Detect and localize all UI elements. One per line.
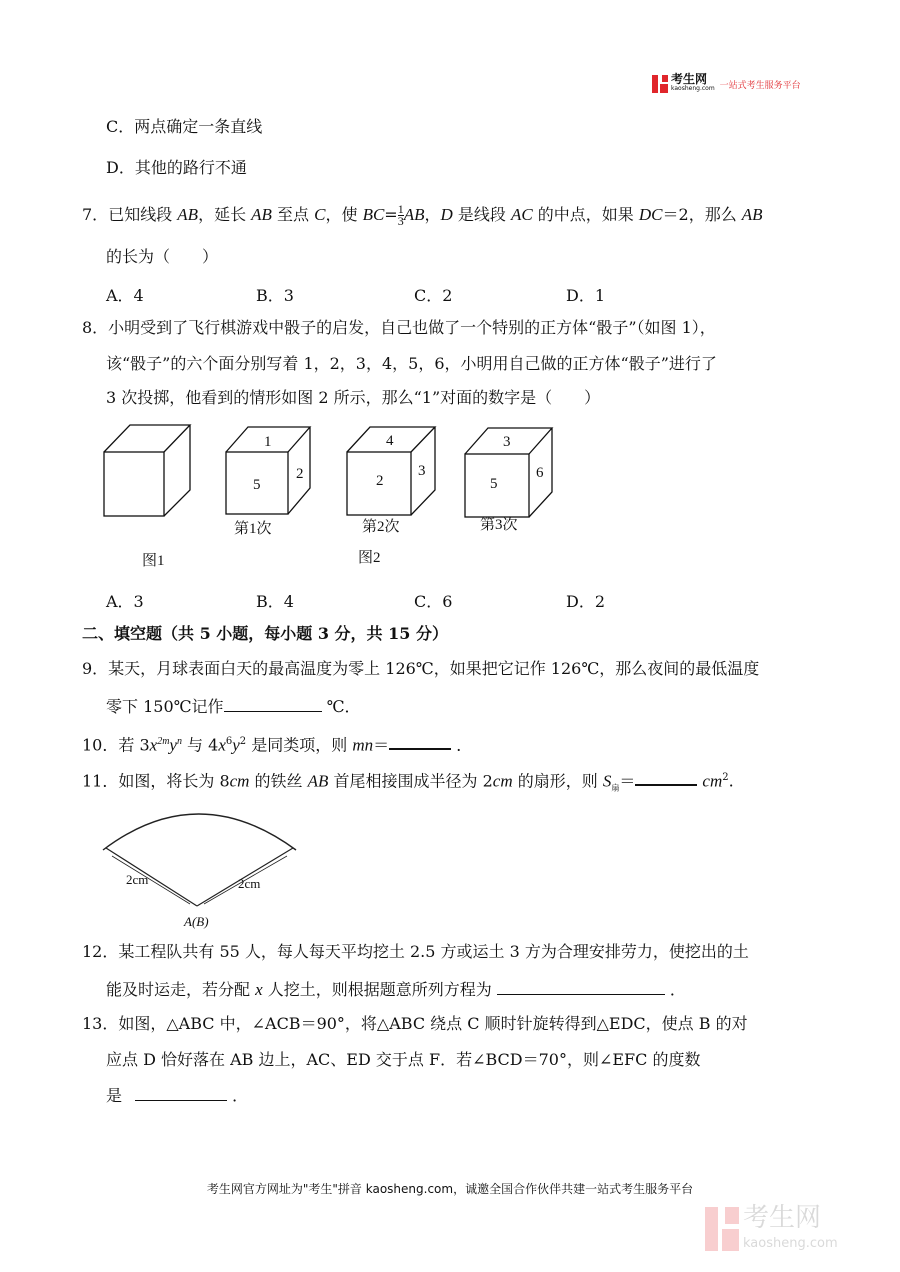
math: AB — [741, 205, 763, 224]
fig2-caption: 图2 — [358, 550, 381, 566]
kaosheng-watermark-icon — [705, 1207, 739, 1251]
text: 是同类项，则 — [246, 735, 353, 755]
text: ，使 — [325, 205, 363, 224]
text: 10．若 3 — [82, 735, 150, 755]
cube1-side: 2 — [296, 466, 304, 482]
text: = — [384, 205, 398, 224]
cube3-front: 5 — [490, 476, 498, 492]
exponent: 6 — [225, 736, 233, 747]
math: cm — [702, 771, 723, 791]
q7-option-d: D．1 — [566, 286, 606, 305]
watermark-brand: 考生网 — [743, 1203, 822, 1233]
text: 首尾相接围成半径为 2 — [328, 771, 493, 791]
q7-option-c: C．2 — [414, 286, 453, 305]
text: 人挖土，则根据题意所列方程为 — [262, 980, 497, 999]
answer-blank[interactable] — [635, 768, 697, 786]
math: AB — [403, 205, 425, 224]
text: 是线段 — [452, 205, 511, 224]
cube3-side: 6 — [536, 465, 544, 481]
text: 是 — [106, 1086, 128, 1105]
fig1-caption: 图1 — [142, 553, 165, 569]
kaosheng-logo-icon — [652, 75, 668, 93]
cube2-side: 3 — [418, 463, 426, 479]
radius-label-left: 2cm — [126, 872, 149, 887]
exponent: 2 — [239, 736, 247, 747]
watermark — [705, 1203, 838, 1255]
math: DC — [638, 205, 663, 224]
cube3-top: 3 — [503, 434, 511, 450]
text: ． — [227, 1086, 249, 1105]
math: cm — [492, 771, 513, 791]
denominator: 3 — [397, 214, 404, 228]
q10-stem — [82, 732, 472, 755]
text: 11．如图，将长为 8 — [82, 771, 230, 791]
section-heading: 二、填空题（共 5 小题，每小题 3 分，共 15 分） — [82, 624, 448, 643]
math: x — [149, 735, 158, 755]
brand-name: 考生网 — [671, 72, 708, 86]
q7-number: 7． — [82, 205, 109, 224]
q9-stem-line1: 9．某天，月球表面白天的最高温度为零上 126℃，如果把它记作 126℃，那么夜间的最低温度 — [82, 659, 760, 678]
q8-stem-line2: 该“骰子”的六个面分别写着 1，2，3，4，5，6，小明用自己做的正方体“骰子”进行了 — [106, 354, 717, 373]
subscript: 扇 — [611, 783, 620, 793]
q8-option-d: D．2 — [566, 592, 606, 611]
q7-option-b: B．3 — [256, 286, 294, 305]
text: 的中点，如果 — [532, 205, 639, 224]
q6-option-d: D．其他的路行不通 — [106, 158, 247, 177]
q7-stem-line2: 的长为（ ） — [106, 247, 219, 266]
q8-option-b: B．4 — [256, 592, 294, 611]
header-logo — [652, 74, 801, 94]
exponent: n — [176, 736, 182, 747]
q13-stem-line1: 13．如图，△ABC 中，∠ACB＝90°，将△ABC 绕点 C 顺时针旋转得到△EDC，使点 B 的对 — [82, 1014, 748, 1033]
q8-stem-line3: 3 次投掷，他看到的情形如图 2 所示，那么“1”对面的数字是（ ） — [106, 388, 601, 407]
cube1-top: 1 — [264, 434, 272, 450]
watermark-domain: kaosheng.com — [743, 1236, 838, 1251]
q12-stem-line2 — [106, 978, 686, 1000]
sector-figure — [98, 800, 308, 935]
math: y — [169, 735, 177, 755]
text: 的扇形，则 — [512, 771, 603, 791]
answer-blank[interactable] — [497, 978, 665, 995]
cube2-label: 第2次 — [362, 519, 400, 535]
exponent: 2m — [157, 736, 170, 747]
sector-arc — [103, 814, 296, 850]
q8-option-c: C．6 — [414, 592, 453, 611]
math: cm — [229, 771, 250, 791]
math: AB — [307, 771, 329, 791]
cube-fig1 — [104, 425, 190, 516]
cube2-front: 2 — [376, 473, 384, 489]
q13-stem-line2: 应点 D 恰好落在 AB 边上，AC、ED 交于点 F．若∠BCD＝70°，则∠EFC 的度数 — [106, 1050, 701, 1069]
q8-stem-line1: 8．小明受到了飞行棋游戏中骰子的启发，自己也做了一个特别的正方体“骰子”（如图 1）， — [82, 318, 716, 337]
answer-blank[interactable] — [389, 732, 451, 750]
numerator: 1 — [397, 202, 404, 216]
answer-blank[interactable] — [224, 695, 322, 712]
math: mn — [352, 735, 374, 755]
point-label: A(B) — [184, 914, 209, 929]
q8-option-a: A．3 — [106, 592, 144, 611]
text: 零下 150℃记作 — [106, 697, 224, 716]
brand-domain: kaosheng.com — [671, 85, 715, 92]
math: S — [602, 771, 612, 791]
cube2-top: 4 — [386, 433, 394, 449]
math: C — [314, 205, 326, 224]
radius-label-right: 2cm — [238, 876, 261, 891]
q12-stem-line1: 12．某工程队共有 55 人，每人每天平均挖土 2.5 方或运土 3 方为合理安排劳力，使挖出的土 — [82, 942, 749, 961]
text: ＝2，那么 — [662, 205, 742, 224]
text: ＝ — [373, 735, 390, 755]
text: 已知线段 — [108, 205, 178, 224]
cube1-label: 第1次 — [234, 521, 272, 537]
math: AB — [177, 205, 199, 224]
brand-slogan: 一站式考生服务平台 — [719, 80, 801, 91]
q7-option-a: A．4 — [106, 286, 144, 305]
text: ． — [664, 980, 686, 999]
text: ． — [451, 735, 473, 755]
cube3-label: 第3次 — [480, 517, 518, 533]
math: x — [218, 735, 226, 755]
text: . — [728, 771, 734, 791]
dice-figures — [100, 420, 560, 580]
q6-option-c: C．两点确定一条直线 — [106, 117, 263, 136]
text: ℃． — [321, 697, 361, 716]
math: y — [232, 735, 240, 755]
q11-stem — [82, 768, 734, 799]
exponent: 2 — [722, 772, 729, 783]
cube1-front: 5 — [253, 477, 261, 493]
text: ，延长 — [198, 205, 252, 224]
text: 的铁丝 — [249, 771, 308, 791]
q7-stem — [82, 204, 763, 227]
math: AC — [510, 205, 533, 224]
q9-stem-line2 — [106, 695, 361, 717]
q13-stem-line3 — [106, 1084, 248, 1106]
page-footer: 考生网官方网址为"考生"拼音 kaosheng.com，诚邀全国合作伙伴共建一站式考生服务平台 — [206, 1182, 694, 1196]
math: x — [255, 980, 263, 999]
math: BC — [362, 205, 385, 224]
text: 与 4 — [181, 735, 219, 755]
text: ， — [424, 205, 441, 224]
text: 能及时运走，若分配 — [106, 980, 256, 999]
answer-blank[interactable] — [135, 1084, 227, 1101]
math: D — [440, 205, 453, 224]
text: ＝ — [619, 771, 636, 791]
text: 至点 — [271, 205, 315, 224]
math: AB — [251, 205, 272, 224]
